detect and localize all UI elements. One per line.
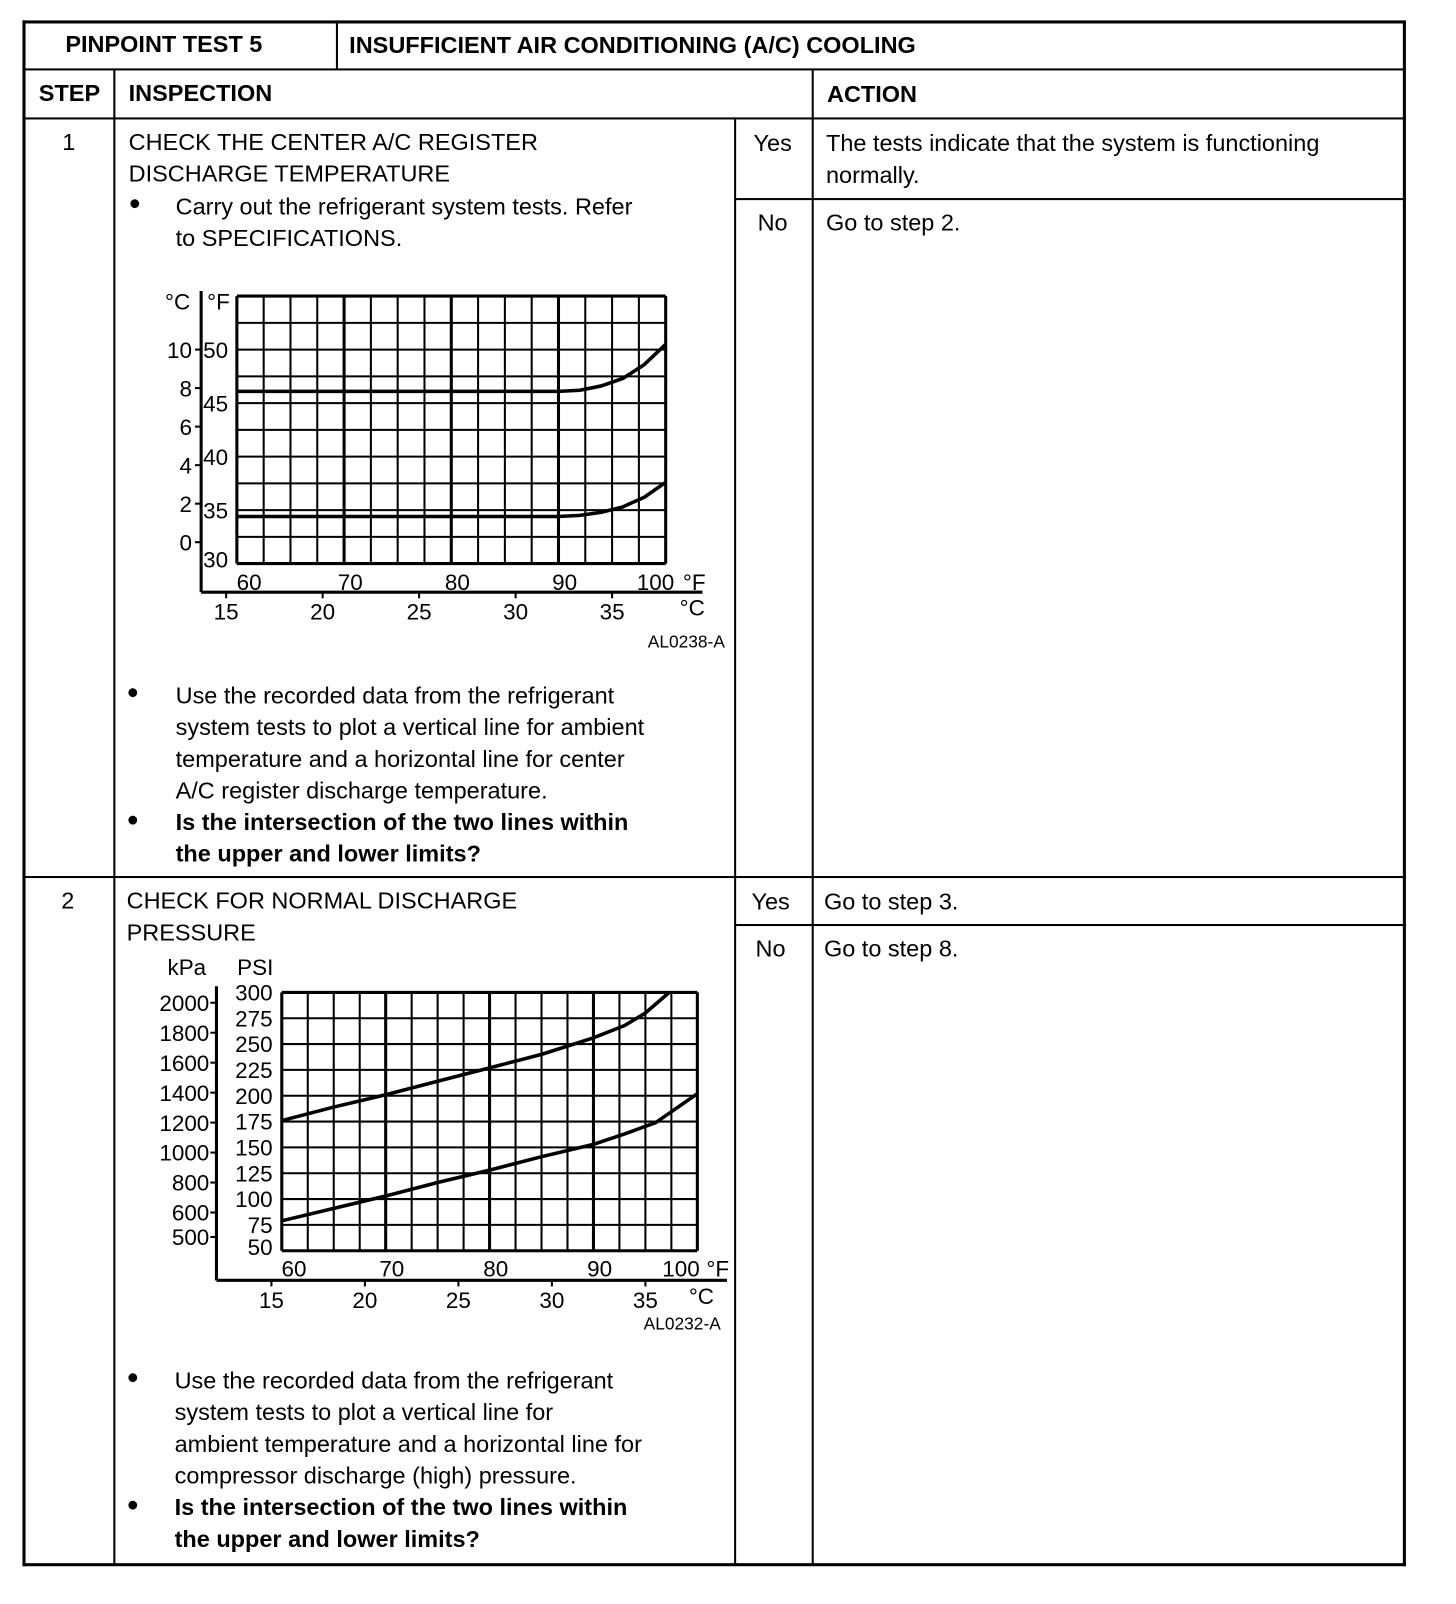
y-tick-label-c: 6 <box>179 414 192 440</box>
x-tick-label-f: 100 <box>662 1256 700 1282</box>
y-tick-label-kpa: 1800 <box>159 1020 210 1046</box>
instruction-text: Use the recorded data from the refrigerant <box>174 1367 614 1394</box>
instruction-text: system tests to plot a vertical line for ambient <box>175 713 645 741</box>
column-header-step: STEP <box>38 79 101 107</box>
y-tick-label-c: 0 <box>179 530 192 556</box>
step-title: CHECK FOR NORMAL DISCHARGE <box>126 887 518 914</box>
yes-action: The tests indicate that the system is functioning <box>825 129 1320 157</box>
instruction-text: system tests to plot a vertical line for <box>174 1398 554 1426</box>
test-label: PINPOINT TEST 5 <box>65 30 263 58</box>
y-axis-unit-c: °C <box>165 289 191 315</box>
x-tick-label-c: 20 <box>310 599 336 625</box>
x-tick-label-c: 25 <box>406 599 432 625</box>
x-tick-label-f: 70 <box>337 570 363 596</box>
question-text: the upper and lower limits? <box>174 1525 480 1552</box>
x-tick-label-f: 100 <box>636 570 675 596</box>
question-text: Is the intersection of the two lines within <box>175 808 629 836</box>
y-axis-unit-f: °F <box>207 289 230 315</box>
y-tick-label-kpa: 1000 <box>159 1140 210 1166</box>
no-label: No <box>755 935 786 962</box>
question-text: the upper and lower limits? <box>175 840 481 867</box>
y-tick-label-kpa: 1400 <box>159 1080 210 1106</box>
page-title: INSUFFICIENT AIR CONDITIONING (A/C) COOLING <box>349 31 916 59</box>
x-tick-label-f: 90 <box>552 570 578 596</box>
y-tick-label-psi: 200 <box>235 1083 273 1109</box>
y-tick-label-kpa: 800 <box>171 1170 210 1196</box>
x-axis-unit-f: °F <box>682 570 706 596</box>
no-label: No <box>757 209 788 236</box>
y-tick-label-psi: 250 <box>235 1032 273 1058</box>
instruction-text: ambient temperature and a horizontal line for <box>174 1430 642 1457</box>
x-tick-label-f: 70 <box>379 1256 405 1282</box>
y-tick-label-kpa: 600 <box>171 1200 210 1226</box>
y-tick-label-psi: 50 <box>247 1234 273 1260</box>
question-text: Is the intersection of the two lines within <box>174 1493 628 1521</box>
y-axis-unit-kpa: kPa <box>167 955 207 981</box>
x-axis-unit-c: °C <box>679 595 705 621</box>
y-tick-label-c: 4 <box>179 453 192 479</box>
y-tick-label-psi: 125 <box>235 1161 273 1187</box>
step-number: 1 <box>62 128 76 156</box>
y-tick-label-psi: 300 <box>235 980 273 1006</box>
x-tick-label-f: 60 <box>281 1256 307 1282</box>
bullet-icon: ● <box>126 1493 139 1517</box>
chart-al0232-a <box>159 955 729 1333</box>
y-tick-label-c: 2 <box>179 491 192 517</box>
x-tick-label-c: 30 <box>503 599 529 625</box>
x-axis-unit-c: °C <box>688 1283 715 1309</box>
x-tick-label-f: 90 <box>587 1256 613 1282</box>
instruction-text: Use the recorded data from the refrigerant <box>175 682 615 709</box>
step-title: PRESSURE <box>126 918 256 946</box>
bullet-icon: ● <box>128 191 141 215</box>
step-number: 2 <box>61 887 75 914</box>
x-tick-label-c: 15 <box>213 599 239 625</box>
x-tick-label-f: 60 <box>236 570 262 596</box>
series-line-upper-limit <box>282 992 669 1120</box>
y-tick-label-psi: 275 <box>235 1006 273 1032</box>
y-tick-label-psi: 175 <box>235 1109 273 1135</box>
x-tick-label-c: 25 <box>445 1287 471 1313</box>
y-tick-label-psi: 100 <box>235 1187 273 1213</box>
x-tick-label-c: 30 <box>539 1287 565 1313</box>
figure-id: AL0232-A <box>643 1313 721 1334</box>
yes-action: normally. <box>825 161 920 188</box>
x-tick-label-f: 80 <box>444 570 470 596</box>
instruction-text: to SPECIFICATIONS. <box>175 224 403 252</box>
column-header-action: ACTION <box>827 80 918 108</box>
instruction-text: Carry out the refrigerant system tests. Refer <box>175 192 633 220</box>
x-axis-unit-f: °F <box>706 1256 730 1282</box>
no-action: Go to step 8. <box>823 935 959 962</box>
y-tick-label-f: 30 <box>203 547 229 573</box>
y-tick-label-psi: 225 <box>235 1058 273 1084</box>
x-tick-label-c: 35 <box>632 1287 658 1313</box>
y-tick-label-c: 8 <box>179 376 192 402</box>
y-tick-label-f: 35 <box>203 498 229 524</box>
y-tick-label-f: 50 <box>203 337 229 363</box>
yes-label: Yes <box>751 888 790 915</box>
y-tick-label-c: 10 <box>166 337 192 363</box>
bullet-icon: ● <box>126 681 139 704</box>
y-tick-label-kpa: 2000 <box>159 990 210 1016</box>
instruction-text: temperature and a horizontal line for center <box>175 745 625 772</box>
instruction-text: compressor discharge (high) pressure. <box>174 1462 577 1489</box>
y-tick-label-f: 45 <box>203 391 229 417</box>
yes-label: Yes <box>753 129 792 157</box>
x-tick-label-c: 15 <box>258 1287 284 1313</box>
figure-id: AL0238-A <box>647 631 725 652</box>
column-header-inspection: INSPECTION <box>128 79 273 107</box>
chart-al0238-a <box>165 289 725 651</box>
yes-action: Go to step 3. <box>823 888 959 915</box>
step-title: CHECK THE CENTER A/C REGISTER <box>128 128 538 156</box>
y-tick-label-kpa: 500 <box>171 1225 210 1251</box>
y-tick-label-kpa: 1200 <box>159 1110 210 1136</box>
x-tick-label-f: 80 <box>483 1256 509 1282</box>
bullet-icon: ● <box>126 808 139 832</box>
y-tick-label-f: 40 <box>203 444 229 470</box>
no-action: Go to step 2. <box>825 209 961 236</box>
x-tick-label-c: 20 <box>352 1287 378 1313</box>
y-tick-label-kpa: 1600 <box>159 1050 210 1076</box>
step-title: DISCHARGE TEMPERATURE <box>128 160 451 187</box>
instruction-text: A/C register discharge temperature. <box>175 776 548 804</box>
bullet-icon: ● <box>126 1366 139 1389</box>
y-tick-label-psi: 150 <box>235 1135 273 1161</box>
x-tick-label-c: 35 <box>599 599 625 625</box>
y-tick-label-psi: 75 <box>247 1213 273 1239</box>
y-axis-unit-psi: PSI <box>237 955 274 981</box>
